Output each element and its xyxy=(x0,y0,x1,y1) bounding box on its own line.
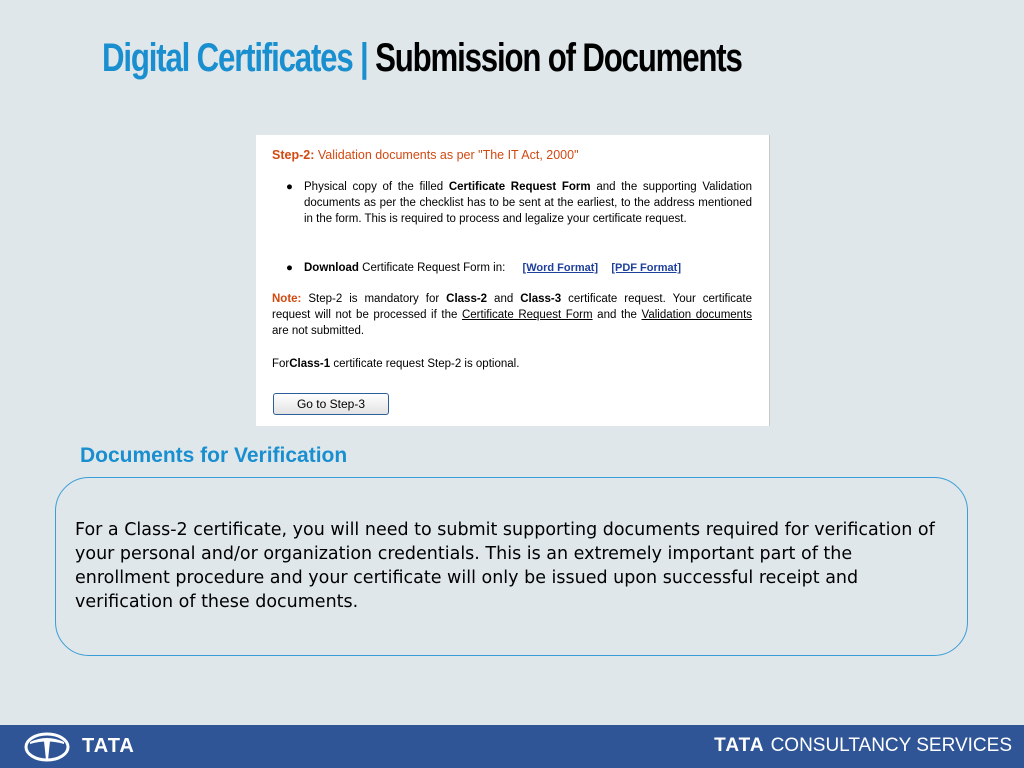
note-text-2: certificate request. Your certificate request will not be processed if the xyxy=(272,293,752,321)
class1-pre: For xyxy=(272,358,290,370)
step-text: Validation documents as per "The IT Act, 2000" xyxy=(317,148,579,162)
title-part-1: Digital Certificates | xyxy=(102,36,368,80)
bullet-dot: ● xyxy=(286,262,293,274)
footer-tcs-wordmark xyxy=(714,735,1012,757)
class1-note xyxy=(272,356,519,372)
verification-body-text: For a Class-2 certificate, you will need to submit supporting documents required for verification of your personal and/or organization credentials. This is an extremely important part of the enrollment procedure and your certificate will only be issued upon successful receipt and verification of these documents. xyxy=(75,520,935,612)
download-label: Download xyxy=(304,262,359,274)
class1-post: certificate request Step-2 is optional. xyxy=(333,358,520,370)
class1-bold: Class-1 xyxy=(289,358,331,370)
page-title xyxy=(102,36,742,81)
note-and: and xyxy=(494,293,514,305)
title-part-2: Submission of Documents xyxy=(375,36,742,80)
tata-logo-icon xyxy=(24,732,70,762)
footer-tcs-name: CONSULTANCY SERVICES xyxy=(770,735,1012,756)
note-paragraph xyxy=(272,291,752,339)
bullet-physical-copy xyxy=(286,179,752,227)
bullet1-post: and the supporting Validation documents as per the checklist has to be sent at the earliest, to the address mentioned in the form. This is required to process and legalize your certificate request. xyxy=(304,181,752,225)
certificate-request-form-link[interactable]: Certificate Request Form xyxy=(461,309,593,321)
note-label: Note: xyxy=(272,293,302,305)
note-text-1: Step-2 is mandatory for xyxy=(308,293,440,305)
pdf-format-link[interactable]: [PDF Format] xyxy=(611,262,681,274)
bullet1-pre: Physical copy of the filled xyxy=(304,181,444,193)
note-text-3: and the xyxy=(597,309,637,321)
footer-tata-wordmark: TATA xyxy=(82,735,135,757)
go-to-step3-button[interactable]: Go to Step-3 xyxy=(273,393,389,415)
section-heading: Documents for Verification xyxy=(80,444,348,467)
download-text: Certificate Request Form in: xyxy=(362,262,506,274)
note-class3: Class-3 xyxy=(520,293,562,305)
verification-info-box xyxy=(55,477,968,656)
step-label: Step-2: xyxy=(272,148,315,162)
word-format-link[interactable]: [Word Format] xyxy=(522,262,599,274)
footer-bar xyxy=(0,725,1024,768)
bullet-dot: ● xyxy=(286,181,293,193)
bullet-download xyxy=(286,260,752,276)
footer-tcs-tata: TATA xyxy=(714,735,765,756)
note-text-4: are not submitted. xyxy=(272,325,365,337)
embedded-screenshot xyxy=(256,135,770,426)
validation-documents-link[interactable]: Validation documents xyxy=(641,309,753,321)
step-heading xyxy=(272,148,579,162)
bullet1-bold: Certificate Request Form xyxy=(448,181,591,193)
note-class2: Class-2 xyxy=(446,293,488,305)
